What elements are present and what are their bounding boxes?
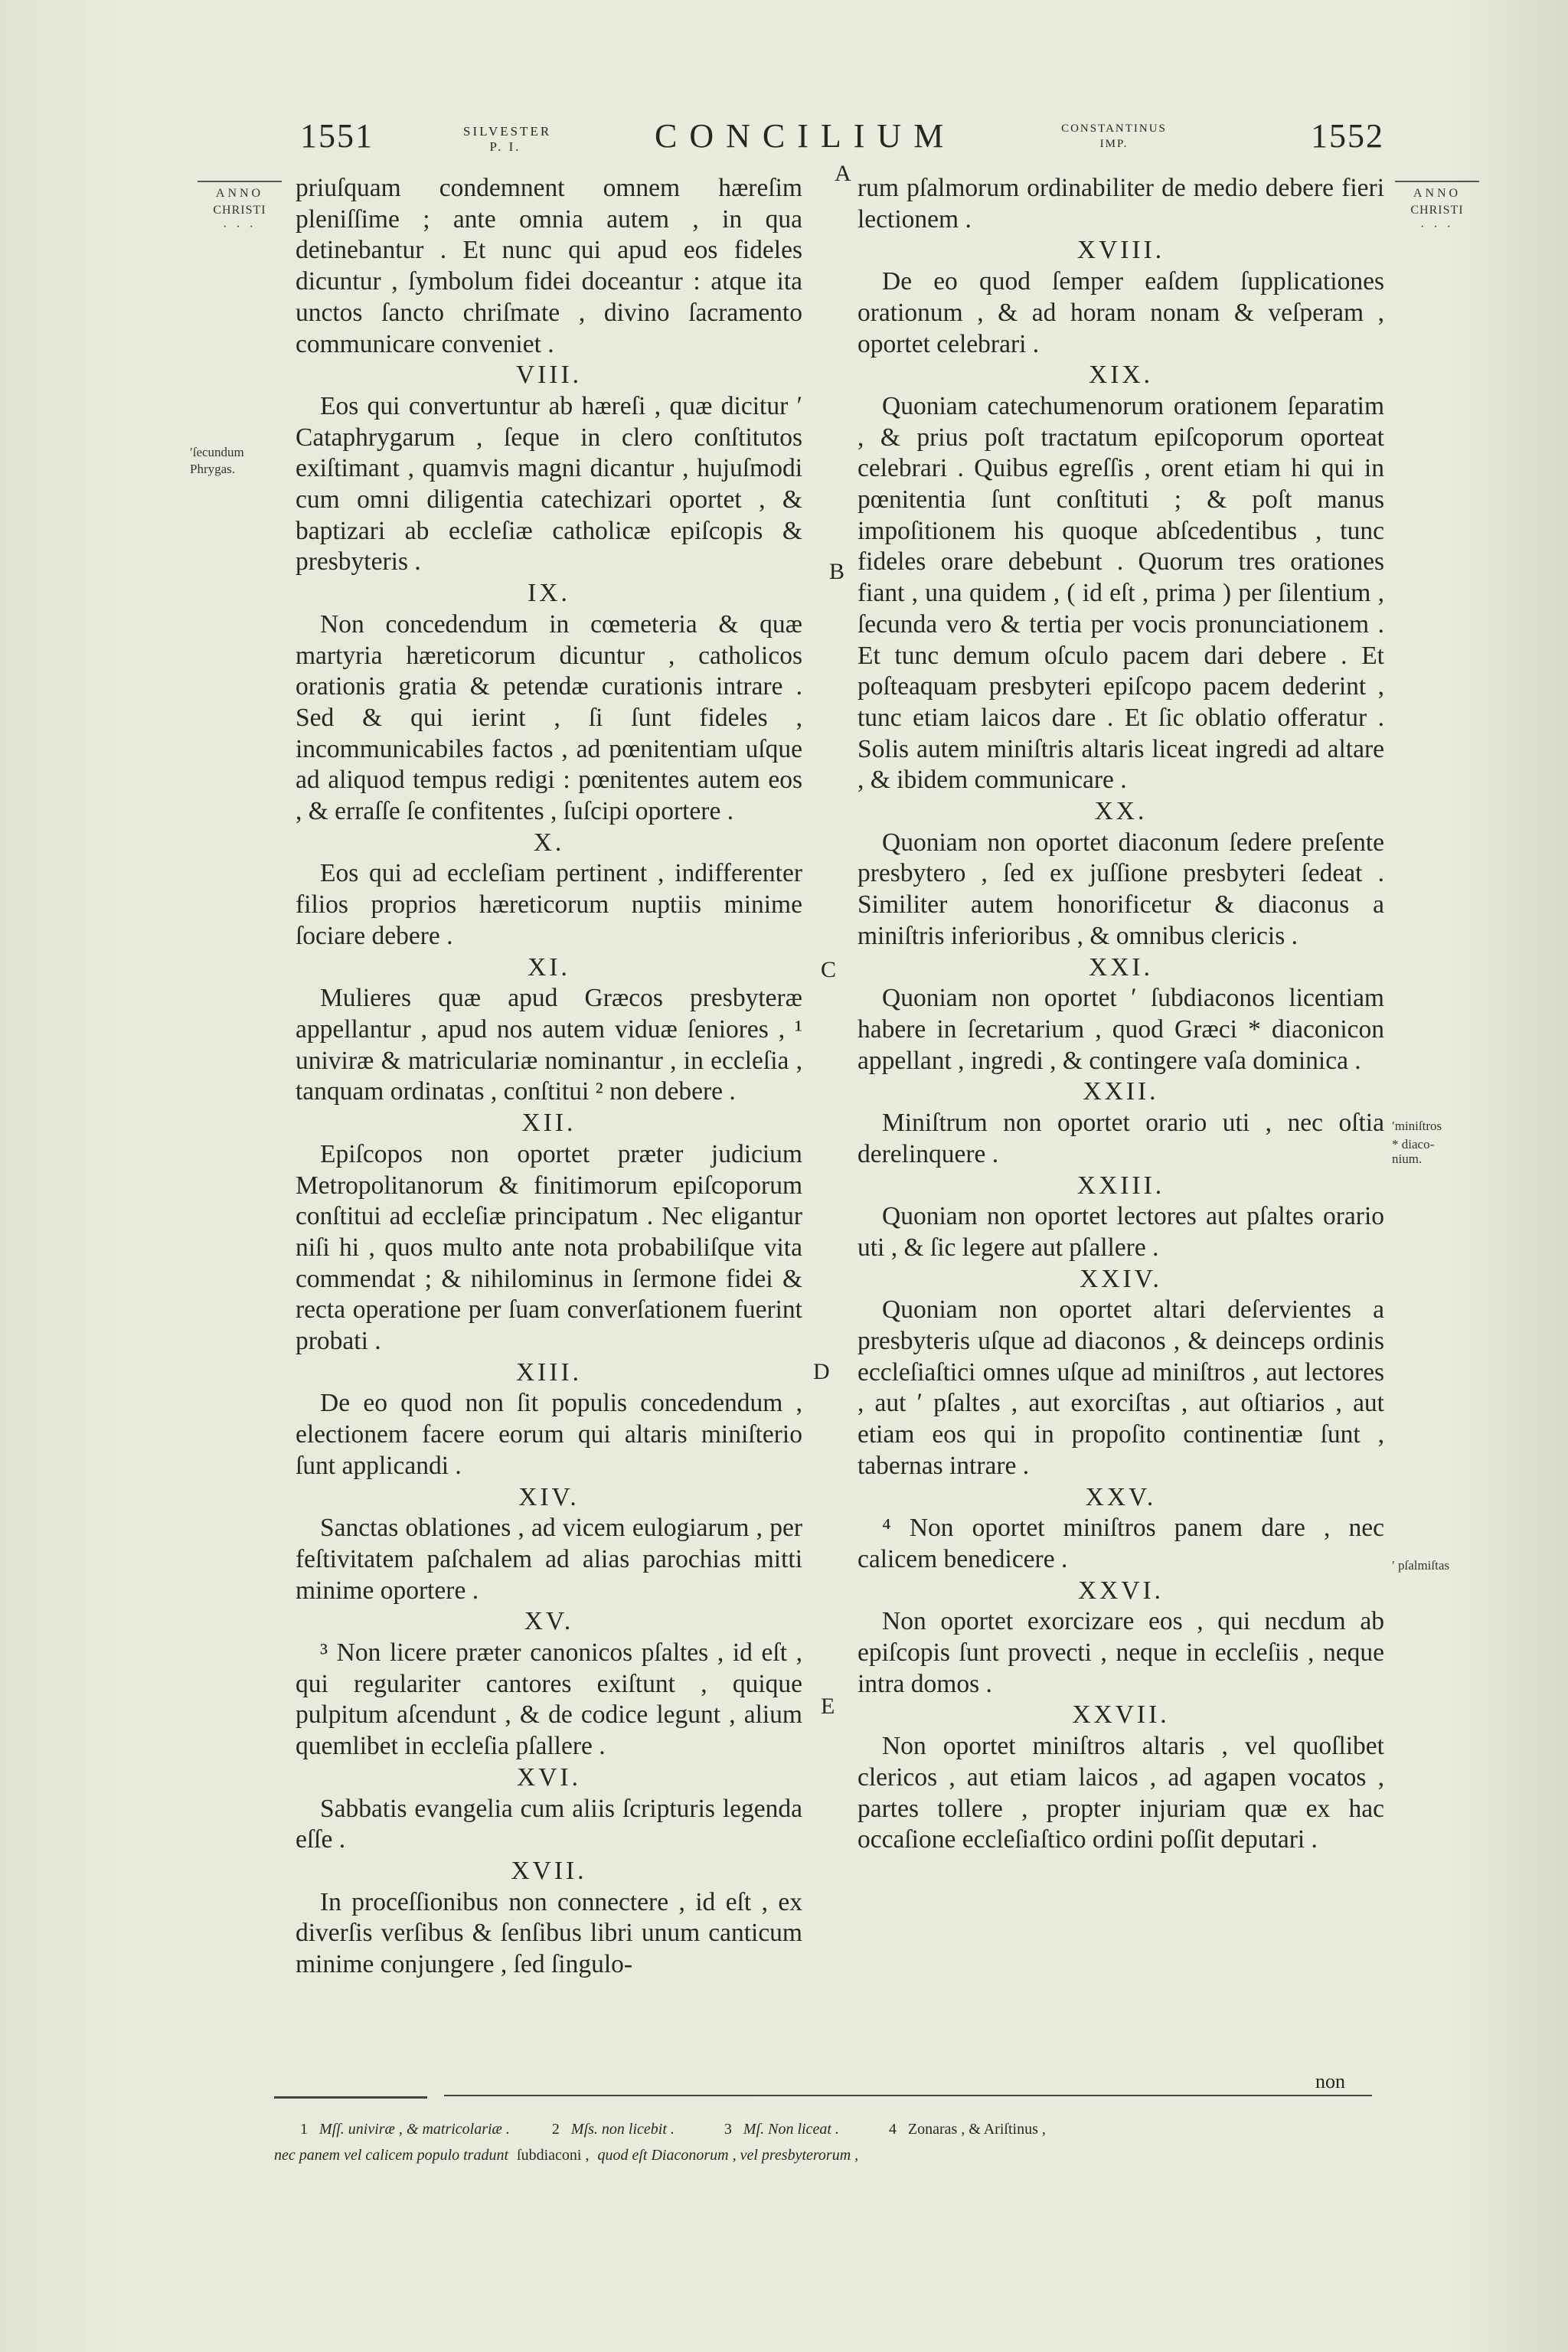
margin-note-secundum-line2: Phrygas. [190, 462, 236, 476]
page-number-right: 1552 [1311, 117, 1384, 155]
canon-text: Epiſcopos non oportet præter judicium Metropolitanorum & finitimorum epiſcoporum conſtitui ad eccleſiæ principatum . Nec eligantur niſi hi , quos multo ante nota probabiliſque vita commendat ; & nihilominus in ſermone fidei & recta operatione per ſuam converſationem fuerint probati . [296, 1139, 802, 1356]
canon-text: In proceſſionibus non connectere , id eſt , ex diverſis verſibus & ſenſibus libri unum canticum minime conjungere , ſed ſingulo- [296, 1887, 802, 1979]
canon-number: XX. [1094, 797, 1148, 826]
canon-text: Mulieres quæ apud Græcos presbyteræ appellantur , apud nos autem viduæ ſeniores , ¹ univiræ & matriculariæ nominantur , in eccleſia , tanquam ordinatas , conſtitui ² non debere . [296, 984, 802, 1106]
footnote-rule-short [274, 2096, 427, 2099]
canon-number: XVI. [517, 1762, 581, 1792]
section-letter-b: B [829, 559, 845, 584]
canon-text: Quoniam catechumenorum orationem ſeparatim , & prius poſt tractatum epiſcoporum oporteat celebrari . Quibus egreſſis , orent etiam hi qui in pœnitentia ſunt conſtituti ; & poſt manus impoſitionem his quoque abſcedentibus , tunc fideles orare debebunt . Quorum tres orationes fiant , una quidem , ( id eſt , prima ) per ſilentium , ſecunda vero & tertia per vocis pronunciationem . Et tunc demum oſculo pacem dari debere . Et poſteaquam presbyteri epiſcopo pacem dederint , tunc etiam laicos dare . Et ſic oblatio offeratur . Solis autem miniſtris altaris liceat ingredi ad altare , & ibidem communicare . [858, 391, 1384, 795]
catchword: non [1315, 2070, 1345, 2092]
margin-note-ministros: ʹminiſtros [1392, 1119, 1442, 1133]
margin-anno-right-word: ANNO [1413, 187, 1462, 200]
canon-number: XI. [528, 952, 570, 982]
margin-dots-left: · · · [223, 220, 256, 234]
canon-text: Non oportet miniſtros altaris , vel quoſlibet clericos , aut etiam laicos , ad agapen vocatos , partes tollere , propter injuriam quæ ex hac occaſione eccleſiaſtico ordini poſſit deputari . [858, 1732, 1384, 1854]
canon-number: XIX. [1089, 361, 1153, 390]
footnote-number: 1 [300, 2121, 308, 2138]
canon-text: De eo quod non ſit populis concedendum , electionem facere eorum qui altaris miniſterio ſunt applicandi . [296, 1389, 802, 1480]
canon-text: Quoniam non oportet lectores aut pſaltes orario uti , & ſic legere aut pſallere . [858, 1202, 1384, 1262]
left-column [296, 173, 802, 1981]
footnote-text: Mſſ. univiræ , & matricolariæ . [319, 2121, 510, 2138]
running-head-right-line2: IMP. [1099, 138, 1129, 150]
canon-text: Quoniam non oportet altari deſervientes a presbyteris uſque ad diaconos , & deinceps ordinis eccleſiaſtici omnes uſque ad miniſtros , aut lectores , aut ʹ pſaltes , aut exorciſtas , aut oſtiarios , aut etiam eos qui in propoſito continentiæ ſunt , tabernas intrare . [858, 1295, 1384, 1480]
margin-dots-right: · · · [1420, 220, 1454, 234]
footnote-number: 2 [551, 2121, 560, 2138]
footnote-line-1 [300, 2121, 1046, 2138]
page-title: CONCILIUM [655, 117, 956, 155]
canon-number: XXI. [1089, 952, 1153, 982]
running-head-left-line2: P. I. [489, 139, 521, 154]
canon-number: XII. [521, 1109, 577, 1138]
canon-number: XVII. [511, 1856, 587, 1885]
margin-note-diaco-line2: nium. [1392, 1152, 1423, 1166]
footnote-text: Mſ. Non liceat . [743, 2121, 839, 2138]
canon-number: XV. [524, 1607, 574, 1636]
footnote-text: ſubdiaconi , [517, 2147, 590, 2164]
canon-number: VIII. [515, 361, 583, 390]
canon-number: XXII. [1083, 1077, 1159, 1106]
section-letter-c: C [821, 957, 837, 982]
margin-note-diaconium [1392, 1137, 1434, 1166]
canon-number: XXV. [1085, 1482, 1157, 1511]
section-letter-e: E [821, 1694, 835, 1719]
footnote-text: quod eſt Diaconorum , vel presbyterorum , [597, 2147, 859, 2164]
canon-text: ⁴ Non oportet miniſtros panem dare , nec calicem benedicere . [858, 1514, 1384, 1573]
footnote-text: Zonaras , & Ariſtinus , [907, 2121, 1046, 2138]
canon-text: ³ Non licere præter canonicos pſaltes , id eſt , qui regulariter cantores exiſtunt , quique pulpitum aſcendunt , & de codice legunt , alium quemlibet in eccleſia pſallere . [296, 1638, 802, 1761]
canon-text: Quoniam non oportet diaconum ſedere preſente presbytero , ſed ex juſſione presbyteri ſedeat . Similiter autem honorificetur & diaconus a miniſtris inferioribus , & omnibus clericis . [858, 828, 1384, 950]
canon-number: XIV. [518, 1482, 580, 1511]
section-letter-a: A [835, 161, 851, 186]
canon-number: XVIII. [1076, 236, 1165, 265]
canon-number: XXVII. [1072, 1700, 1170, 1730]
footnote-number: 3 [724, 2121, 732, 2138]
right-column [858, 173, 1384, 1856]
canon-number: XIII. [515, 1357, 583, 1387]
footnote-text: Mſs. non licebit . [570, 2121, 675, 2138]
running-head-left [463, 124, 552, 155]
margin-note-secundum-line1: ʹſecundum [190, 445, 244, 459]
canon-text: Eos qui ad eccleſiam pertinent , indifferenter filios proprios hæreticorum nuptiis minime ſociare debere . [296, 859, 802, 950]
running-head-right-line1: CONSTANTINUS [1061, 122, 1167, 135]
footnote-rule [444, 2095, 1372, 2096]
canon-text: Eos qui convertuntur ab hæreſi , quæ dicitur ʹ Cataphrygarum , ſeque in clero conſtitutos exiſtimant , quamvis magni dicantur , hujuſmodi cum omni diligentia catechizari oportet , & baptizari ab eccleſiæ catholicæ epiſcopis & presbyteris . [296, 391, 802, 577]
running-head-left-line1: SILVESTER [463, 124, 552, 139]
canon-number: XXIV. [1080, 1264, 1162, 1293]
running-head-right [1030, 121, 1198, 152]
canon-text: Non concedendum in cœmeteria & quæ martyria hæreticorum dicuntur , catholicos orationis gratia & petendæ curationis intrare . Sed & qui ierint , ſi ſunt fideles , incommunicabiles factos , ad pœnitentiam uſque ad aliquod tempus redigi : pœnitentes autem eos , & erraſſe ſe confitentes , ſuſcipi oportere . [296, 609, 802, 826]
canon-text: priuſquam condemnent omnem hæreſim pleniſſime ; ante omnia autem , in qua detinebantur . Et nunc qui apud eos fideles dicuntur , ſymbolum fidei doceantur : atque ita unctos ſancto chriſmate , divino ſacramento communicare conveniet . [296, 174, 802, 358]
margin-note-psalmistas: ʹ pſalmiſtas [1392, 1558, 1450, 1573]
page-number-left: 1551 [300, 117, 374, 155]
section-letter-d: D [813, 1359, 830, 1384]
margin-note-secundum [190, 444, 244, 478]
canon-number: IX. [528, 579, 570, 608]
canon-text: Sanctas oblationes , ad vicem eulogiarum , per feſtivitatem paſchalem ad alias parochias mitti minime oportere . [296, 1514, 802, 1605]
canon-text: Sabbatis evangelia cum aliis ſcripturis legenda eſſe . [296, 1794, 802, 1854]
canon-text: Quoniam non oportet ʹ ſubdiaconos licentiam habere in ſecretarium , quod Græci * diaconicon appellant , ingredi , & contingere vaſa dominica . [858, 984, 1384, 1075]
canon-text: Non oportet exorcizare eos , qui necdum ab epiſcopis ſunt provecti , neque in eccleſiis , neque intra domos . [858, 1607, 1384, 1698]
canon-text: De eo quod ſemper eaſdem ſupplicationes orationum , & ad horam nonam & veſperam , oportet celebrari . [858, 267, 1384, 358]
canon-text: rum pſalmorum ordinabiliter de medio debere fieri lectionem . [858, 174, 1384, 234]
margin-christi-right: CHRISTI [1410, 204, 1464, 217]
margin-note-diaco-line1: * diaco- [1392, 1137, 1435, 1152]
margin-anno-left [198, 181, 282, 236]
margin-anno-left-word: ANNO [215, 187, 264, 200]
margin-anno-right [1395, 181, 1479, 236]
canon-number: XXIII. [1076, 1171, 1165, 1200]
footnote-number: 4 [888, 2121, 897, 2138]
footnote-text: nec panem vel calicem populo tradunt [274, 2147, 509, 2164]
canon-text: Miniſtrum non oportet orario uti , nec oſtia derelinquere . [858, 1109, 1384, 1168]
footnote-line-2 [274, 2147, 858, 2164]
canon-number: XXVI. [1077, 1576, 1165, 1605]
canon-number: X. [533, 828, 565, 857]
margin-christi-left: CHRISTI [213, 204, 266, 217]
